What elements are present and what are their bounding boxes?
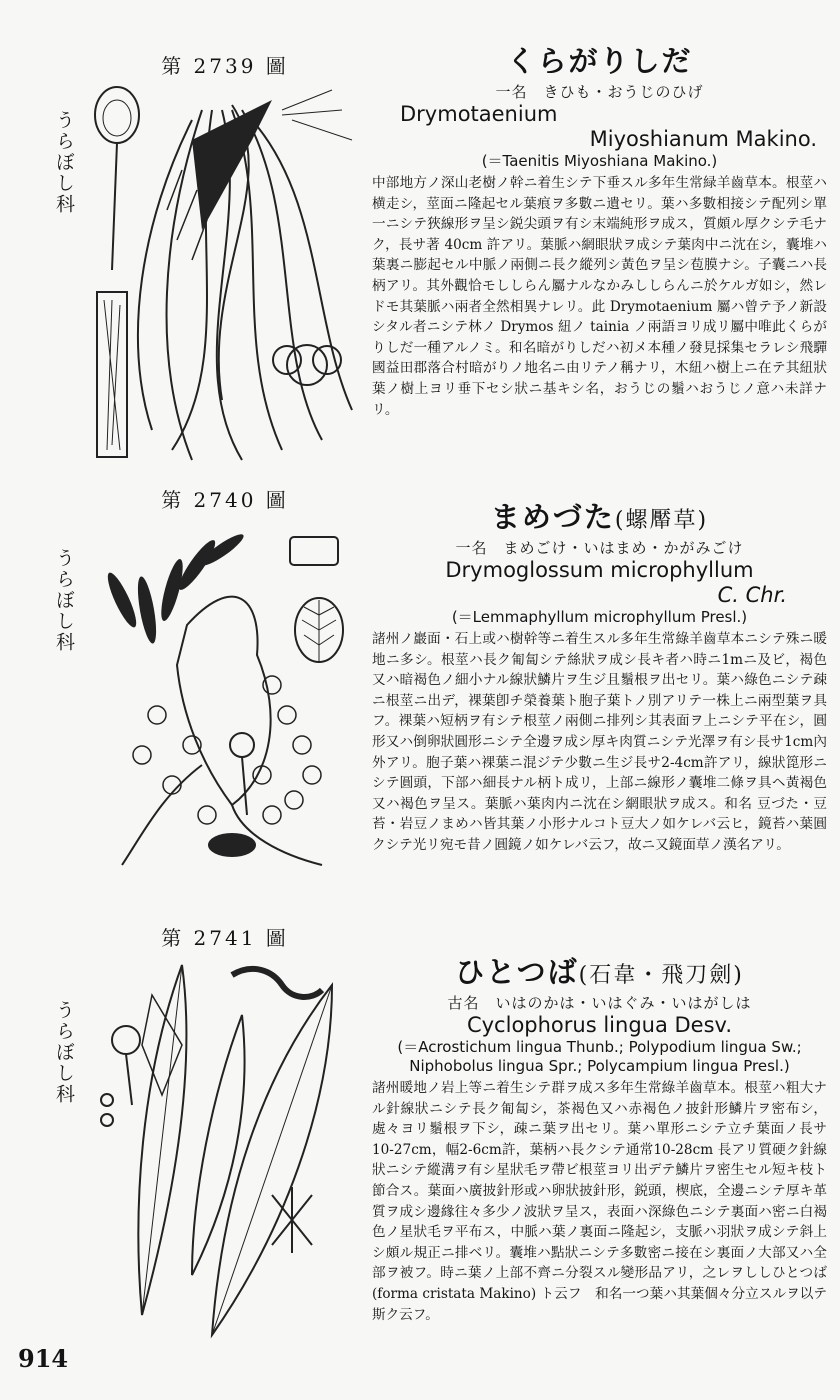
japanese-name: まめづた [490, 500, 615, 534]
scientific-name: Drymoglossum microphyllum [445, 558, 754, 582]
species-title [372, 44, 827, 82]
synonyms: (＝Acrostichum lingua Thunb.; Polypodium lingua Sw.; Niphobolus lingua Spr.; Polycampium lingua Presl.) [397, 1038, 802, 1075]
description-text: 諸州ノ巖面・石上或ハ樹幹等ニ着生スル多年生常綠羊齒草本ニシテ殊ニ暖地ニ多シ。根莖ハ長ク匍匐シテ絲狀ヲ成シ長キ者ハ時ニ1mニ及ビ，褐色又ハ暗褐色ノ細小ナル線狀鱗片ヲ生ジ且鬚根ヲ出セリ。葉ハ綠色ニシテ疎ニ根莖ニ出デ，裸葉卽チ榮養葉ト胞子葉トノ別アリテ一株上ニ兩型葉ヲ具フ。裸葉ハ短柄ヲ有シテ根莖ノ兩側ニ排列シ其表面ヲ上ニシテ平在シ，圓形又ハ倒卵狀圓形ニシテ全邊ヲ成シ厚キ肉質ニシテ光澤ヲ有シ長サ1cm內外アリ。胞子葉ハ裸葉ニ混ジテ少數ニ生ジ長サ2-4cm許アリ，線狀箆形ニシテ圓頭，下部ハ細長ナル柄ト成リ，上部ニ線形ノ囊堆二條ヲ具ヘ黃褐色又ハ褐色ヲ呈ス。葉脈ハ葉肉内ニ沈在シ網眼狀ヲ成ス。和名 豆づた・豆苔・岩豆ノまめハ皆其葉ノ小形ナルコト豆大ノ如ケレバ云ヒ，鏡苔ハ葉圓クシテ光リ宛モ昔ノ圓鏡ノ如ケレバ云フ，故ニ又鏡面草ノ漢名アリ。 [372, 631, 827, 853]
family-label-2739: うらぼし科 [53, 110, 75, 215]
japanese-name: くらがりしだ [506, 44, 693, 78]
species-title [372, 955, 827, 993]
family-label-2741: うらぼし科 [53, 1000, 75, 1105]
japanese-name: ひとつば [455, 955, 579, 989]
scientific-name: Cyclophorus lingua Desv. [466, 1013, 733, 1037]
illustration-hitotsuba [82, 955, 362, 1345]
figure-number-2741: 第 2741 圖 [161, 926, 289, 950]
description-text: 中部地方ノ深山老樹ノ幹ニ着生シテ下垂スル多年生常緑羊齒草本。根莖ハ横走シ，莖面ニ隆起セル葉痕ヲ多數ニ遺セリ。葉ハ多數相接シテ配列シ單一ニシテ狹線形ヲ呈シ鋭尖頭ヲ有シ末端純形ヲ成ス，質頗ル厚クシテ毛ナク，長サ著 40cm 許アリ。葉脈ハ網眼狀ヲ成シテ葉肉中ニ沈在シ，囊堆ハ葉裏ニ膨起セル中脈ノ兩側ニ長ク縱列シ黃色ヲ呈シ苞膜ナシ。子囊ニハ長柄アリ。其外觀恰モししらん屬ナルなかみししらんニ於ケルガ如シ，然レドモ其葉脈ハ兩者全然相異ナレリ。此 Drymotaenium 屬ハ曾テ予ノ新設シタル者ニシテ林ノ Drymos 紐ノ tainia ノ兩語ヨリ成リ屬中唯此くらがりしだ一種アルノミ。和名暗がりしだハ初メ本種ノ發見採集セラレシ飛驒國益田郡落合村暗がりノ地名ニ由リテノ稱ナリ，木紐ハ樹上ニ在テ其紐狀葉ノ樹上ヨリ垂下セシ狀ニ基キシ名，おうじの鬚ハおうじノ意ハ未詳ナリ。 [372, 175, 827, 418]
figure-number-2740: 第 2740 圖 [161, 488, 289, 512]
family-label-2740: うらぼし科 [53, 548, 75, 653]
illustration-kuragarishida [82, 80, 362, 470]
synonyms: (＝Lemmaphyllum microphyllum Presl.) [451, 608, 748, 626]
species-title [372, 500, 827, 538]
figure-number-2739: 第 2739 圖 [161, 54, 289, 78]
scientific-name-author: C. Chr. [717, 583, 787, 607]
synonyms: (＝Taenitis Miyoshiana Makino.) [481, 152, 718, 170]
description-text: 諸州暖地ノ岩上等ニ着生シテ群ヲ成ス多年生常綠羊齒草本。根莖ハ粗大ナル針線狀ニシテ長ク匍匐シ，茶褐色又ハ赤褐色ノ披針形鱗片ヲ密布シ，處々ヨリ鬚根ヲ下シ，疎ニ葉ヲ出セリ。葉ハ單形ニシテ立チ葉面ノ長サ 10-27cm，幅2-6cm許，葉柄ハ長クシテ通常10-28cm 長アリ質硬ク針線狀ニシテ縱溝ヲ有シ星狀毛ヲ帶ビ根莖ヨリ出デテ鱗片ヲ密生セル短キ枝ト節合ス。葉面ハ廣披針形或ハ卵狀披針形，鋭頭，楔底，全邊ニシテ厚キ革質ヲ成シ邊緣往々多少ノ波狀ヲ呈ス，表面ハ深綠色ニシテ裏面ハ密ニ白褐色ノ星狀毛ヲ平布ス，中脈ハ葉ノ裏面ニ隆起シ，支脈ハ羽狀ヲ成シテ斜上シ頗ル規正ニ排ベリ。囊堆ハ點狀ニシテ多數密ニ接在シ裏面ノ大部又ハ全部ヲ被フ。時ニ葉ノ上部不齊ニ分裂スル變形品アリ，之レヲししひとつば (forma cristata Makino) ト云フ 和名一つ葉ハ其葉個々分立スルヲ以テ斯ク云フ。 [372, 1080, 827, 1323]
kanji-name: (螺厴草) [614, 508, 709, 533]
entry-mamezuta [372, 500, 827, 856]
alternate-names: 一名 まめごけ・いはまめ・かがみごけ [455, 539, 744, 557]
alternate-names: 古名 いはのかは・いはぐみ・いはがしは [447, 994, 752, 1012]
kanji-name: (石韋・飛刀劍) [578, 963, 744, 988]
scientific-name-epithet: Miyoshianum Makino. [589, 127, 817, 151]
entry-kuragarishida [372, 44, 827, 420]
alternate-names: 一名 きひも・おうじのひげ [495, 83, 704, 101]
entry-hitotsuba [372, 955, 827, 1325]
illustration-mamezuta [82, 515, 362, 910]
scientific-name-genus: Drymotaenium [400, 102, 558, 126]
page-number: 914 [18, 1344, 69, 1373]
